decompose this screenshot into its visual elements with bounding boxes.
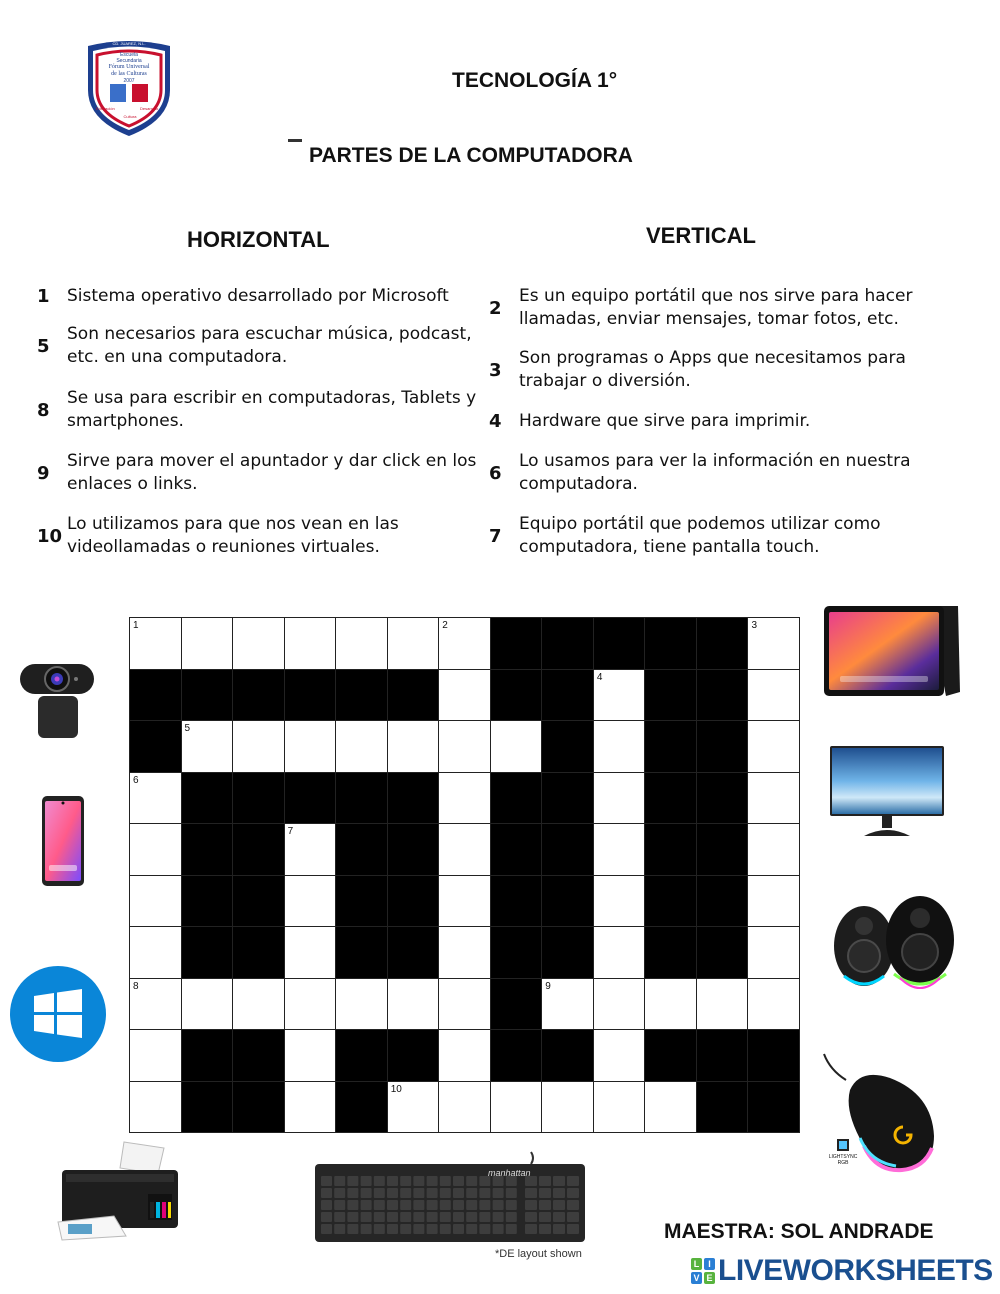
grid-block bbox=[696, 926, 749, 979]
horizontal-clue-9 bbox=[37, 450, 477, 496]
vertical-heading: VERTICAL bbox=[646, 223, 756, 248]
grid-block bbox=[232, 823, 285, 876]
grid-cell[interactable] bbox=[747, 617, 800, 670]
clue-number: 9 bbox=[37, 462, 50, 484]
grid-block bbox=[541, 617, 594, 670]
grid-block bbox=[696, 669, 749, 722]
grid-block bbox=[232, 772, 285, 825]
grid-cell-number: 4 bbox=[596, 671, 603, 683]
grid-cell[interactable] bbox=[284, 823, 337, 876]
grid-block bbox=[593, 617, 646, 670]
clue-text: Sirve para mover el apuntador y dar click en los enlaces o links. bbox=[67, 451, 477, 494]
grid-cell[interactable] bbox=[593, 772, 646, 825]
grid-block bbox=[644, 617, 697, 670]
grid-cell[interactable] bbox=[181, 720, 234, 773]
printer-icon bbox=[54, 1140, 186, 1242]
grid-block bbox=[490, 926, 543, 979]
grid-block bbox=[181, 669, 234, 722]
grid-block bbox=[490, 772, 543, 825]
grid-cell[interactable] bbox=[747, 669, 800, 722]
clue-number: 2 bbox=[489, 297, 502, 319]
school-logo bbox=[74, 38, 184, 138]
grid-cell-number: 7 bbox=[287, 826, 294, 837]
grid-cell[interactable] bbox=[232, 978, 285, 1031]
clue-number: 6 bbox=[489, 462, 502, 484]
grid-cell[interactable] bbox=[490, 1081, 543, 1134]
grid-block bbox=[644, 1029, 697, 1082]
grid-block bbox=[490, 669, 543, 722]
grid-block bbox=[747, 1081, 800, 1134]
grid-cell[interactable] bbox=[593, 720, 646, 773]
grid-block bbox=[232, 1081, 285, 1134]
clue-text: Son programas o Apps que necesitamos para trabajar o diversión. bbox=[519, 348, 906, 391]
lightsync-caption: LIGHTSYNC RGB bbox=[828, 1154, 858, 1166]
smartphone-icon bbox=[41, 795, 85, 887]
grid-cell[interactable] bbox=[387, 1081, 440, 1134]
keyboard-icon bbox=[313, 1150, 587, 1245]
grid-cell[interactable] bbox=[593, 1029, 646, 1082]
grid-cell[interactable] bbox=[181, 617, 234, 670]
subtitle-dash bbox=[288, 139, 302, 142]
logo-text-culturas: de las Culturas bbox=[111, 71, 147, 77]
grid-block bbox=[541, 772, 594, 825]
liveworksheets-wordmark: LIVEWORKSHEETS bbox=[718, 1254, 993, 1287]
grid-block bbox=[129, 669, 182, 722]
mark-i: I bbox=[704, 1258, 715, 1270]
vertical-clue-4 bbox=[489, 410, 959, 433]
grid-cell[interactable] bbox=[593, 669, 646, 722]
grid-block bbox=[490, 617, 543, 670]
grid-block bbox=[335, 875, 388, 928]
grid-cell[interactable] bbox=[232, 720, 285, 773]
grid-block bbox=[644, 720, 697, 773]
grid-block bbox=[490, 978, 543, 1031]
grid-block bbox=[232, 926, 285, 979]
grid-block bbox=[696, 823, 749, 876]
grid-cell[interactable] bbox=[593, 978, 646, 1031]
grid-cell-number: 1 bbox=[133, 620, 139, 631]
grid-cell[interactable] bbox=[593, 875, 646, 928]
clue-text: Lo usamos para ver la información en nuestra computadora. bbox=[519, 451, 911, 494]
grid-cell[interactable] bbox=[129, 1029, 182, 1082]
clue-number: 3 bbox=[489, 359, 502, 381]
mark-l: L bbox=[691, 1258, 702, 1270]
grid-block bbox=[387, 823, 440, 876]
grid-cell[interactable] bbox=[284, 1081, 337, 1134]
grid-block bbox=[232, 1029, 285, 1082]
grid-cell[interactable] bbox=[541, 978, 594, 1031]
grid-cell-number: 5 bbox=[184, 723, 191, 734]
grid-block bbox=[335, 772, 388, 825]
grid-cell[interactable] bbox=[644, 1081, 697, 1134]
grid-block bbox=[747, 1029, 800, 1082]
grid-cell[interactable] bbox=[490, 720, 543, 773]
page-subtitle: PARTES DE LA COMPUTADORA bbox=[309, 144, 633, 167]
grid-cell-number: 2 bbox=[442, 620, 448, 631]
grid-cell[interactable] bbox=[438, 669, 491, 722]
grid-block bbox=[541, 875, 594, 928]
grid-cell[interactable] bbox=[438, 823, 491, 876]
grid-block bbox=[181, 875, 234, 928]
logo-text-cultura: Cultura bbox=[123, 114, 137, 119]
grid-block bbox=[696, 772, 749, 825]
grid-block bbox=[335, 823, 388, 876]
grid-cell-number: 3 bbox=[751, 620, 758, 631]
page-title: TECNOLOGÍA 1° bbox=[452, 69, 618, 92]
grid-cell[interactable] bbox=[593, 926, 646, 979]
speakers-icon bbox=[830, 890, 958, 1002]
grid-cell[interactable] bbox=[438, 720, 491, 773]
grid-cell[interactable] bbox=[593, 1081, 646, 1134]
logo-text-escuela: Escuela bbox=[120, 52, 138, 58]
grid-cell[interactable] bbox=[129, 617, 182, 670]
grid-cell[interactable] bbox=[387, 978, 440, 1031]
grid-block bbox=[490, 875, 543, 928]
grid-cell[interactable] bbox=[284, 1029, 337, 1082]
grid-cell[interactable] bbox=[129, 875, 182, 928]
grid-block bbox=[644, 772, 697, 825]
grid-cell[interactable] bbox=[438, 1029, 491, 1082]
grid-block bbox=[644, 875, 697, 928]
grid-cell[interactable] bbox=[129, 978, 182, 1031]
grid-cell[interactable] bbox=[284, 926, 337, 979]
grid-block bbox=[696, 1081, 749, 1134]
clue-text: Equipo portátil que podemos utilizar como computadora, tiene pantalla touch. bbox=[519, 514, 881, 557]
clue-text: Lo utilizamos para que nos vean en las videollamadas o reuniones virtuales. bbox=[67, 514, 399, 557]
mark-e: E bbox=[704, 1272, 715, 1284]
tablet-icon bbox=[820, 602, 962, 700]
clue-number: 1 bbox=[37, 286, 50, 307]
grid-cell[interactable] bbox=[129, 1081, 182, 1134]
vertical-clue-2 bbox=[489, 285, 959, 331]
grid-block bbox=[232, 669, 285, 722]
grid-block bbox=[541, 823, 594, 876]
grid-cell[interactable] bbox=[335, 978, 388, 1031]
teacher-name: MAESTRA: SOL ANDRADE bbox=[664, 1220, 934, 1243]
horizontal-clue-5 bbox=[37, 323, 477, 369]
logo-text-forum: Fórum Universal bbox=[108, 64, 150, 70]
liveworksheets-logo[interactable] bbox=[690, 1253, 993, 1289]
grid-cell[interactable] bbox=[335, 617, 388, 670]
grid-block bbox=[181, 926, 234, 979]
grid-block bbox=[387, 926, 440, 979]
vertical-clue-3 bbox=[489, 347, 959, 393]
grid-block bbox=[387, 875, 440, 928]
grid-cell[interactable] bbox=[438, 875, 491, 928]
clue-text: Se usa para escribir en computadoras, Tablets y smartphones. bbox=[67, 388, 477, 431]
grid-cell[interactable] bbox=[181, 978, 234, 1031]
grid-block bbox=[232, 875, 285, 928]
grid-block bbox=[490, 1029, 543, 1082]
grid-block bbox=[129, 720, 182, 773]
grid-cell[interactable] bbox=[129, 926, 182, 979]
clue-text: Sistema operativo desarrollado por Microsoft bbox=[67, 286, 449, 306]
grid-cell[interactable] bbox=[644, 978, 697, 1031]
grid-block bbox=[541, 926, 594, 979]
clue-text: Son necesarios para escuchar música, podcast, etc. en una computadora. bbox=[67, 324, 472, 367]
logo-text-secundaria: Secundaria bbox=[116, 58, 142, 64]
clue-number: 10 bbox=[37, 525, 63, 547]
grid-block bbox=[387, 669, 440, 722]
grid-cell-number: 6 bbox=[133, 774, 139, 786]
keyboard-layout-note: *DE layout shown bbox=[495, 1248, 582, 1260]
monitor-icon bbox=[828, 744, 946, 838]
grid-cell[interactable] bbox=[335, 720, 388, 773]
clue-text: Hardware que sirve para imprimir. bbox=[519, 411, 811, 431]
grid-cell[interactable] bbox=[284, 875, 337, 928]
grid-block bbox=[335, 1081, 388, 1134]
grid-cell[interactable] bbox=[747, 772, 800, 825]
grid-cell[interactable] bbox=[438, 617, 491, 670]
grid-cell[interactable] bbox=[747, 926, 800, 979]
horizontal-heading: HORIZONTAL bbox=[187, 227, 330, 252]
grid-block bbox=[335, 669, 388, 722]
grid-cell[interactable] bbox=[593, 823, 646, 876]
grid-block bbox=[696, 720, 749, 773]
grid-block bbox=[644, 669, 697, 722]
grid-block bbox=[387, 1029, 440, 1082]
grid-block bbox=[387, 772, 440, 825]
grid-block bbox=[541, 720, 594, 773]
grid-block bbox=[541, 1029, 594, 1082]
keyboard-brand: manhattan bbox=[488, 1168, 531, 1178]
clue-number: 8 bbox=[37, 399, 50, 421]
mark-v: V bbox=[691, 1272, 702, 1284]
grid-cell[interactable] bbox=[284, 978, 337, 1031]
grid-block bbox=[490, 823, 543, 876]
clue-number: 5 bbox=[37, 335, 50, 357]
grid-block bbox=[181, 1081, 234, 1134]
logo-text-year: 2007 bbox=[123, 78, 135, 84]
logo-text-city: CD. JUAREZ, N.L. bbox=[112, 41, 146, 46]
grid-block bbox=[284, 669, 337, 722]
horizontal-clue-1 bbox=[37, 285, 477, 308]
grid-block bbox=[335, 926, 388, 979]
grid-cell[interactable] bbox=[284, 720, 337, 773]
grid-cell[interactable] bbox=[129, 772, 182, 825]
windows-logo-icon bbox=[10, 966, 106, 1062]
grid-cell[interactable] bbox=[438, 772, 491, 825]
grid-cell[interactable] bbox=[747, 720, 800, 773]
grid-cell[interactable] bbox=[438, 978, 491, 1031]
clue-number: 4 bbox=[489, 411, 502, 432]
vertical-clue-7 bbox=[489, 513, 959, 559]
grid-block bbox=[696, 875, 749, 928]
horizontal-clue-10 bbox=[37, 513, 477, 559]
logo-text-desarrollo: Desarrollo bbox=[140, 106, 159, 111]
grid-cell[interactable] bbox=[696, 978, 749, 1031]
grid-cell-number: 10 bbox=[390, 1083, 402, 1095]
grid-cell[interactable] bbox=[747, 978, 800, 1031]
grid-cell-number: 9 bbox=[545, 980, 551, 992]
grid-block bbox=[284, 772, 337, 825]
horizontal-clue-8 bbox=[37, 387, 477, 433]
grid-block bbox=[696, 617, 749, 670]
grid-block bbox=[541, 669, 594, 722]
liveworksheets-mark-icon bbox=[690, 1257, 716, 1285]
grid-block bbox=[335, 1029, 388, 1082]
grid-block bbox=[181, 1029, 234, 1082]
crossword-grid bbox=[129, 617, 799, 1132]
grid-cell[interactable] bbox=[284, 617, 337, 670]
grid-block bbox=[181, 772, 234, 825]
grid-cell[interactable] bbox=[438, 926, 491, 979]
grid-cell[interactable] bbox=[541, 1081, 594, 1134]
grid-cell-number: 8 bbox=[133, 980, 139, 992]
grid-cell[interactable] bbox=[438, 1081, 491, 1134]
grid-cell[interactable] bbox=[232, 617, 285, 670]
grid-cell[interactable] bbox=[747, 875, 800, 928]
grid-block bbox=[181, 823, 234, 876]
grid-block bbox=[696, 1029, 749, 1082]
clue-number: 7 bbox=[489, 525, 502, 547]
clue-text: Es un equipo portátil que nos sirve para hacer llamadas, enviar mensajes, tomar fotos, etc. bbox=[519, 286, 913, 329]
grid-cell[interactable] bbox=[387, 617, 440, 670]
grid-block bbox=[644, 926, 697, 979]
grid-cell[interactable] bbox=[129, 823, 182, 876]
logo-text-educacion: Educación bbox=[96, 106, 115, 111]
webcam-icon bbox=[18, 658, 98, 742]
vertical-clue-6 bbox=[489, 450, 959, 496]
grid-cell[interactable] bbox=[747, 823, 800, 876]
grid-cell[interactable] bbox=[387, 720, 440, 773]
grid-block bbox=[644, 823, 697, 876]
